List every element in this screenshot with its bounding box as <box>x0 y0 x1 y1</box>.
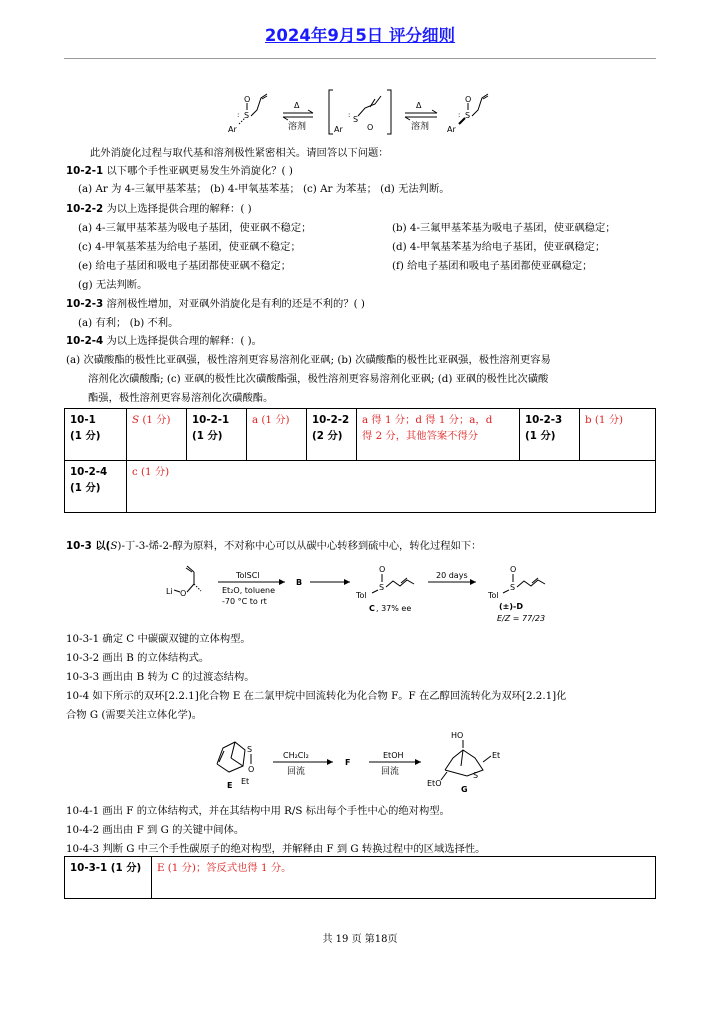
q-10-4-stem-1: 10-4 如下所示的双环[2.2.1]化合物 E 在二氯甲烷中回流转化为化合物 F。F 在乙醇回流转化为双环[2.2.1]化 <box>66 690 567 702</box>
svg-text:EtOH: EtOH <box>383 751 404 760</box>
compound-f-label: F <box>345 758 351 767</box>
compound-g <box>427 731 500 794</box>
svg-text:Δ: Δ <box>294 101 300 110</box>
compound-b-label: B <box>296 578 303 587</box>
reaction-arrow-1 <box>218 571 285 606</box>
cell-10-1-answer: S (1 分) <box>127 409 187 461</box>
q-10-3-3: 10-3-3 画出由 B 转为 C 的过渡态结构。 <box>66 671 255 683</box>
svg-text:Li: Li <box>166 587 173 596</box>
svg-text:Ar: Ar <box>447 125 456 134</box>
sulfenate-intermediate <box>329 90 391 134</box>
q-10-2-2 <box>66 202 252 216</box>
reaction-arrow-f-g <box>369 751 421 777</box>
sulfoxide-right <box>447 94 488 134</box>
svg-text:S: S <box>379 583 385 592</box>
svg-text:S: S <box>465 111 471 120</box>
q-10-3-stem: 10-3 以(S)-丁-3-烯-2-醇为原料，不对称中心可以从碳中心转移到硫中心，转化过程如下： <box>66 540 482 552</box>
cell-10-2-3-label: 10-2-3 (1 分) <box>520 409 580 461</box>
svg-text:S: S <box>353 115 359 124</box>
svg-text:EtO: EtO <box>427 779 442 788</box>
svg-text:Tol: Tol <box>356 591 367 600</box>
page-title: 2024年9月5日 评分细则 <box>264 26 456 45</box>
intro-text: 此外消旋化过程与取代基和溶剂极性紧密相关。请回答以下问题： <box>90 147 389 159</box>
svg-text:溶剂: 溶剂 <box>411 122 430 132</box>
svg-text::: : <box>237 111 240 119</box>
svg-text:S: S <box>244 111 250 120</box>
svg-text:S: S <box>510 583 516 592</box>
answer-table-2 <box>64 856 656 899</box>
svg-text:C: C <box>369 604 375 613</box>
q-10-2-1 <box>66 164 293 178</box>
q-number: 10-2-1 <box>66 165 104 177</box>
svg-text:O: O <box>244 95 251 104</box>
q-10-2-4 <box>66 334 262 348</box>
cell-10-2-1-answer: a (1 分) <box>247 409 307 461</box>
svg-text:回流: 回流 <box>381 767 400 777</box>
q-10-4-stem-2: 合物 G (需要关注立体化学)。 <box>66 709 203 721</box>
cell-10-1-label: 10-1 (1 分) <box>65 409 127 461</box>
option-f: (f) 给电子基团和吸电子基团都使亚砜稳定； <box>392 260 593 272</box>
q-stem: 为以上选择提供合理的解释：( ) <box>106 203 252 215</box>
answer-table-1 <box>64 408 656 513</box>
svg-text:E/Z = 77/23: E/Z = 77/23 <box>497 614 546 623</box>
q-10-2-1-options: (a) Ar 为 4-三氟甲基苯基； (b) 4-甲氧基苯基； (c) Ar 为苯基； (d) 无法判断。 <box>78 183 450 195</box>
q-10-4-2: 10-4-2 画出由 F 到 G 的关键中间体。 <box>66 824 245 836</box>
q-stem: 溶剂极性增加，对亚砜外消旋化是有利的还是不利的？( ) <box>106 298 365 310</box>
page-footer: 共 19 页 第18页 <box>322 934 398 945</box>
equilibrium-arrow-2 <box>405 101 437 132</box>
scheme-10-4 <box>205 726 535 796</box>
svg-text::: : <box>458 111 461 119</box>
svg-text:Ar: Ar <box>228 125 237 134</box>
reaction-arrow-e-f <box>273 751 333 777</box>
cell-10-2-4-label: 10-2-4 (1 分) <box>65 461 127 513</box>
reaction-arrow-3 <box>428 571 476 585</box>
header-rule <box>64 58 656 59</box>
svg-text:O: O <box>465 95 472 104</box>
svg-text::: : <box>348 111 351 119</box>
svg-text:, 37% ee: , 37% ee <box>376 604 412 613</box>
compound-d <box>487 565 545 623</box>
option-a: (a) 4-三氟甲基苯基为吸电子基团，使亚砜不稳定； <box>78 222 312 234</box>
option-b: (b) 4-三氟甲基苯基为吸电子基团，使亚砜稳定； <box>392 222 616 234</box>
svg-text:S: S <box>473 771 479 780</box>
scheme-10-3 <box>160 560 580 626</box>
svg-text:O: O <box>180 589 187 598</box>
q-stem: 以下哪个手性亚砜更易发生外消旋化？( ) <box>106 165 293 177</box>
q-10-2-4-line3: 酯强，极性溶剂更容易溶剂化次磺酸酯。 <box>88 392 274 404</box>
cell-10-2-3-answer: b (1 分) <box>580 409 656 461</box>
svg-text:CH₂Cl₂: CH₂Cl₂ <box>283 751 309 760</box>
q-number: 10-2-2 <box>66 203 104 215</box>
svg-text:Et: Et <box>241 777 250 786</box>
option-g: (g) 无法判断。 <box>78 279 148 291</box>
svg-text:O: O <box>367 123 374 132</box>
svg-text:O: O <box>248 765 255 774</box>
lithium-alkoxide <box>166 566 201 598</box>
option-c: (c) 4-甲氧基苯基为给电子基团，使亚砜不稳定； <box>78 241 301 253</box>
svg-text:TolSCl: TolSCl <box>236 571 260 580</box>
cell-10-3-1-label: 10-3-1 (1 分) <box>65 857 152 899</box>
q-10-2-4-line1: (a) 次磺酸酯的极性比亚砜强，极性溶剂更容易溶剂化亚砜; (b) 次磺酸酯的极性比亚砜强，极性溶剂更容易 <box>66 354 551 366</box>
equilibrium-arrow-1 <box>283 101 313 132</box>
svg-text:回流: 回流 <box>287 767 306 777</box>
svg-text:(±)-D: (±)-D <box>499 602 523 611</box>
svg-text:-70 °C to rt: -70 °C to rt <box>222 597 267 606</box>
q-number: 10-2-4 <box>66 335 104 347</box>
q-10-2-3 <box>66 297 365 311</box>
svg-text:E: E <box>227 781 233 790</box>
svg-text:HO: HO <box>451 731 464 740</box>
svg-text:O: O <box>379 565 386 574</box>
q-10-3-2: 10-3-2 画出 B 的立体结构式。 <box>66 652 210 664</box>
q-stem: 为以上选择提供合理的解释：( )。 <box>106 335 262 347</box>
cell-10-2-2-label: 10-2-2 (2 分) <box>307 409 357 461</box>
q-10-2-3-options: (a) 有利； (b) 不利。 <box>78 317 179 329</box>
svg-text:20 days: 20 days <box>436 571 468 580</box>
option-d: (d) 4-甲氧基苯基为给电子基团，使亚砜稳定； <box>392 241 606 253</box>
svg-text:Ar: Ar <box>334 125 343 134</box>
cell-10-3-1-answer: E (1 分)；答反式也得 1 分。 <box>152 857 656 899</box>
svg-text:溶剂: 溶剂 <box>288 122 307 132</box>
q-10-2-4-line2: 溶剂化次磺酸酯; (c) 亚砜的极性比次磺酸酯强，极性溶剂更容易溶剂化亚砜; (d) 亚砜的极性比次磺酸 <box>88 373 549 385</box>
svg-text:O: O <box>510 565 517 574</box>
racemization-scheme <box>215 86 505 138</box>
svg-text:S: S <box>247 745 253 754</box>
sulfoxide-left <box>228 94 267 134</box>
option-e: (e) 给电子基团和吸电子基团都使亚砜不稳定； <box>78 260 292 272</box>
cell-10-2-1-label: 10-2-1 (1 分) <box>187 409 247 461</box>
svg-text:Δ: Δ <box>416 101 422 110</box>
compound-e <box>217 742 254 790</box>
svg-text:Et: Et <box>492 751 501 760</box>
q-10-4-3: 10-4-3 判断 G 中三个手性碳原子的绝对构型，并解释由 F 到 G 转换过程中的区域选择性。 <box>66 843 486 855</box>
q-10-3-1: 10-3-1 确定 C 中碳碳双键的立体构型。 <box>66 633 251 645</box>
cell-10-2-2-answer: a 得 1 分；d 得 1 分；a，d 得 2 分，其他答案不得分 <box>357 409 520 461</box>
svg-text:Tol: Tol <box>488 591 499 600</box>
svg-text:Et₂O, toluene: Et₂O, toluene <box>222 586 276 595</box>
compound-c <box>355 565 414 613</box>
svg-text:G: G <box>461 785 468 794</box>
q-number: 10-2-3 <box>66 298 104 310</box>
q-10-4-1: 10-4-1 画出 F 的立体结构式，并在其结构中用 R/S 标出每个手性中心的绝对构型。 <box>66 805 450 817</box>
cell-10-2-4-answer: c (1 分) <box>127 461 656 513</box>
